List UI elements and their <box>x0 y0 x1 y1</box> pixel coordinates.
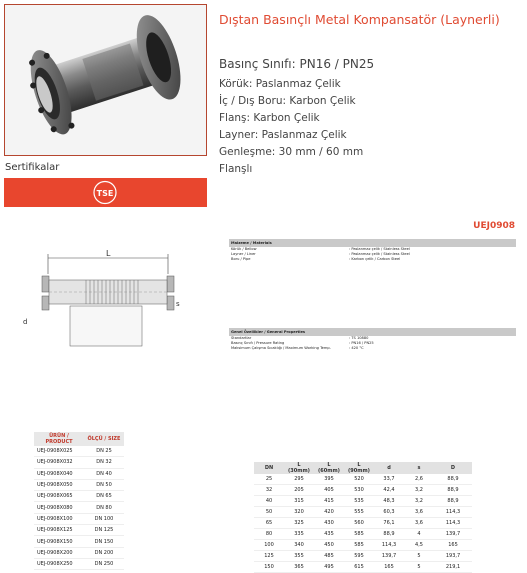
dim-cell: 420 <box>314 507 344 518</box>
dim-cell: 114,3 <box>434 518 472 529</box>
general-value: : 420 °C <box>349 346 364 351</box>
spec-connection: Flanşlı <box>219 163 253 175</box>
size-cell: DN 200 <box>84 547 124 558</box>
product-code-cell: UEJ-0908X080 <box>34 502 84 513</box>
product-code-cell: UEJ-0908X250 <box>34 558 84 569</box>
table-row <box>254 529 472 540</box>
materials-value: : Paslanmaz çelik / Stainless Steel <box>349 247 410 251</box>
table-row <box>34 446 124 457</box>
dim-cell: 100 <box>254 540 284 551</box>
dim-cell: 165 <box>374 562 404 573</box>
dim-cell: 5 <box>404 551 434 562</box>
dim-header-s: s <box>404 462 434 474</box>
dim-cell: 114,3 <box>434 507 472 518</box>
size-cell: DN 80 <box>84 502 124 513</box>
general-value: : PN16 / PN25 <box>349 341 374 346</box>
table-row <box>34 525 124 536</box>
general-key: Standartlar <box>231 336 252 340</box>
dim-cell: 435 <box>314 529 344 540</box>
general-value: : TS 10880 <box>349 336 369 340</box>
table-row <box>254 562 472 573</box>
table-row <box>254 551 472 562</box>
dim-cell: 139,7 <box>434 529 472 540</box>
table-row <box>34 558 124 569</box>
dim-cell: 535 <box>344 496 374 507</box>
table-row <box>254 518 472 529</box>
product-code-cell: UEJ-0908X150 <box>34 536 84 547</box>
materials-value: : Paslanmaz çelik / Stainless Steel <box>349 252 410 257</box>
dim-cell: 65 <box>254 518 284 529</box>
dim-cell: 555 <box>344 507 374 518</box>
materials-value: : Karbon çelik / Carbon Steel <box>349 257 401 262</box>
dim-cell: 3,2 <box>404 496 434 507</box>
dim-cell: 205 <box>284 485 314 496</box>
dim-cell: 615 <box>344 562 374 573</box>
dim-cell: 48,3 <box>374 496 404 507</box>
dim-header-flange-d: D <box>434 462 472 474</box>
dim-cell: 530 <box>344 485 374 496</box>
product-title: Dıştan Basınçlı Metal Kompansatör (Laynerli) <box>219 12 500 27</box>
materials-table <box>229 239 516 263</box>
dim-cell: 139,7 <box>374 551 404 562</box>
product-code: UEJ0908 <box>473 221 515 231</box>
size-cell: DN 32 <box>84 457 124 468</box>
table-row <box>254 496 472 507</box>
dim-cell: 335 <box>284 529 314 540</box>
dim-cell: 219,1 <box>434 562 472 573</box>
certificates-bar <box>4 178 207 207</box>
dim-cell: 405 <box>314 485 344 496</box>
dim-header-l60: L (60mm) <box>314 462 344 474</box>
table-row <box>254 474 472 485</box>
dim-cell: 340 <box>284 540 314 551</box>
dim-cell: 365 <box>284 562 314 573</box>
diameter-label: d <box>23 318 28 326</box>
size-cell: DN 150 <box>84 536 124 547</box>
dim-cell: 485 <box>314 551 344 562</box>
dim-cell: 320 <box>284 507 314 518</box>
dim-cell: 88,9 <box>434 496 472 507</box>
table-row <box>34 468 124 479</box>
dim-cell: 450 <box>314 540 344 551</box>
product-code-cell: UEJ-0908X200 <box>34 547 84 558</box>
size-cell: DN 25 <box>84 446 124 457</box>
table-row <box>254 507 472 518</box>
dim-header-dn: DN <box>254 462 284 474</box>
product-code-cell: UEJ-0908X040 <box>34 468 84 479</box>
dim-cell: 325 <box>284 518 314 529</box>
general-key: Maksimum Çalışma Sıcaklığı / Maximum Working Temp. <box>231 346 331 351</box>
dim-cell: 520 <box>344 474 374 485</box>
table-row <box>34 479 124 490</box>
dimension-table <box>254 462 472 573</box>
certificates-label: Sertifikalar <box>5 162 60 173</box>
spec-expansion: Genleşme: 30 mm / 60 mm <box>219 146 364 158</box>
table-row <box>254 540 472 551</box>
product-code-cell: UEJ-0908X032 <box>34 457 84 468</box>
dim-cell: 5 <box>404 562 434 573</box>
dim-cell: 40 <box>254 496 284 507</box>
table-row <box>34 536 124 547</box>
spec-pressure-class: Basınç Sınıfı: PN16 / PN25 <box>219 57 375 71</box>
materials-key: Körük / Bellow <box>231 247 257 251</box>
length-label: L <box>106 249 111 258</box>
product-size-table <box>34 432 124 570</box>
dim-cell: 430 <box>314 518 344 529</box>
tse-logo-text: TSE <box>96 189 114 198</box>
spec-liner: Layner: Paslanmaz Çelik <box>219 129 347 141</box>
dim-cell: 585 <box>344 540 374 551</box>
dim-cell: 495 <box>314 562 344 573</box>
dim-cell: 2,6 <box>404 474 434 485</box>
general-properties-table <box>229 328 516 352</box>
wall-label: s <box>176 300 180 308</box>
product-code-cell: UEJ-0908X100 <box>34 513 84 524</box>
dim-cell: 4 <box>404 529 434 540</box>
product-photo <box>4 4 207 156</box>
dim-cell: 595 <box>344 551 374 562</box>
dim-cell: 125 <box>254 551 284 562</box>
dim-cell: 4,5 <box>404 540 434 551</box>
dim-cell: 295 <box>284 474 314 485</box>
dim-cell: 50 <box>254 507 284 518</box>
dim-header-l30: L (30mm) <box>284 462 314 474</box>
size-column-header: ÖLÇÜ / SIZE <box>84 432 124 446</box>
size-cell: DN 125 <box>84 525 124 536</box>
materials-header: Malzeme / Materials <box>229 239 516 247</box>
dim-cell: 88,9 <box>374 529 404 540</box>
dim-cell: 88,9 <box>434 474 472 485</box>
general-header: Genel Özellikler / General Properties <box>229 328 516 336</box>
size-cell: DN 65 <box>84 491 124 502</box>
materials-key: Layner / Liner <box>231 252 256 257</box>
dim-cell: 355 <box>284 551 314 562</box>
dim-cell: 165 <box>434 540 472 551</box>
product-code-cell: UEJ-0908X065 <box>34 491 84 502</box>
size-cell: DN 40 <box>84 468 124 479</box>
spec-list <box>219 55 374 178</box>
dim-cell: 3,2 <box>404 485 434 496</box>
table-row <box>34 513 124 524</box>
dim-cell: 88,9 <box>434 485 472 496</box>
dim-cell: 32 <box>254 485 284 496</box>
dim-cell: 42,4 <box>374 485 404 496</box>
general-key: Basınç Sınıfı / Pressure Rating <box>231 341 285 346</box>
table-row <box>254 485 472 496</box>
size-cell: DN 50 <box>84 479 124 490</box>
size-cell: DN 250 <box>84 558 124 569</box>
product-code-cell: UEJ-0908X125 <box>34 525 84 536</box>
product-code-cell: UEJ-0908X025 <box>34 446 84 457</box>
dim-cell: 415 <box>314 496 344 507</box>
spec-flange: Flanş: Karbon Çelik <box>219 112 320 124</box>
dim-cell: 395 <box>314 474 344 485</box>
dim-header-l90: L (90mm) <box>344 462 374 474</box>
dim-cell: 114,3 <box>374 540 404 551</box>
spec-pipe: İç / Dış Boru: Karbon Çelik <box>219 95 356 107</box>
product-code-cell: UEJ-0908X050 <box>34 479 84 490</box>
general-row <box>229 346 516 351</box>
dim-cell: 76,1 <box>374 518 404 529</box>
dim-header-d: d <box>374 462 404 474</box>
technical-drawing <box>20 244 190 354</box>
dim-cell: 60,3 <box>374 507 404 518</box>
dim-cell: 80 <box>254 529 284 540</box>
materials-row <box>229 257 516 262</box>
dim-cell: 25 <box>254 474 284 485</box>
dim-cell: 193,7 <box>434 551 472 562</box>
table-row <box>34 457 124 468</box>
table-row <box>34 502 124 513</box>
spec-bellow: Körük: Paslanmaz Çelik <box>219 78 341 90</box>
materials-key: Boru / Pipe <box>231 257 251 262</box>
dim-cell: 585 <box>344 529 374 540</box>
compensator-illustration <box>5 5 206 155</box>
dim-cell: 3,6 <box>404 507 434 518</box>
table-row <box>34 547 124 558</box>
dim-cell: 560 <box>344 518 374 529</box>
dim-cell: 33,7 <box>374 474 404 485</box>
dim-cell: 315 <box>284 496 314 507</box>
size-cell: DN 100 <box>84 513 124 524</box>
dim-cell: 3,6 <box>404 518 434 529</box>
product-column-header: ÜRÜN / PRODUCT <box>34 432 84 446</box>
table-row <box>34 491 124 502</box>
dim-cell: 150 <box>254 562 284 573</box>
tse-logo <box>4 178 207 207</box>
